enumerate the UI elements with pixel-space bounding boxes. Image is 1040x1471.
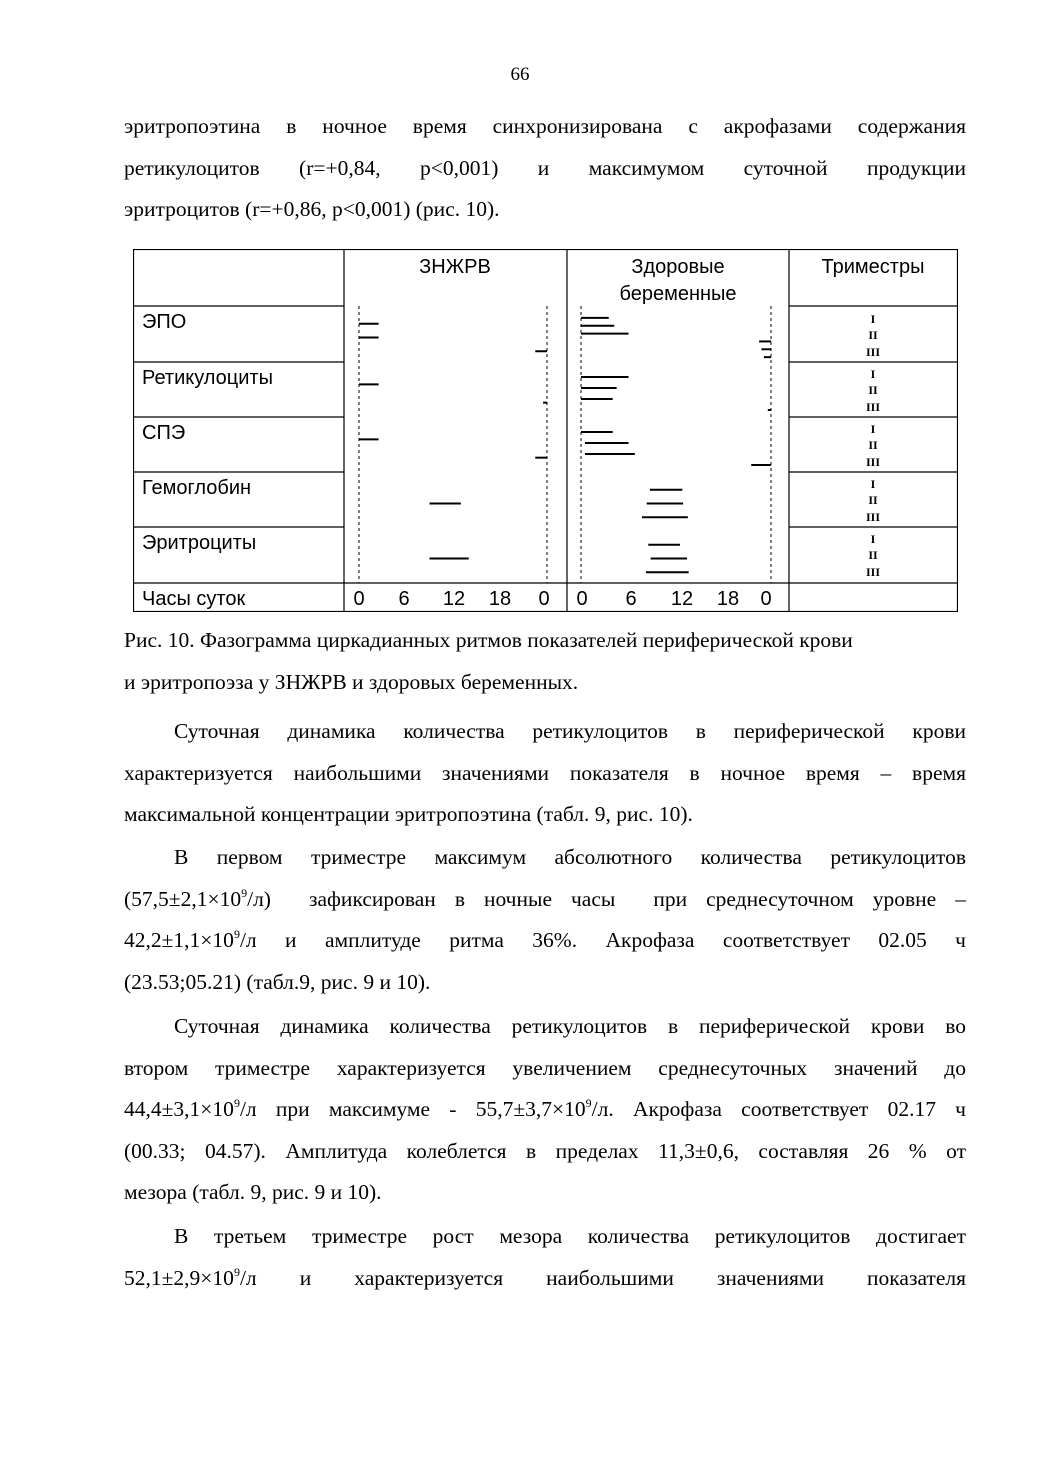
text-line: Суточная динамика количества ретикулоцитов в периферической крови во xyxy=(174,1014,966,1038)
text-line: (23.53;05.21) (табл.9, рис. 9 и 10). xyxy=(124,969,431,994)
hour-tick: 12 xyxy=(442,588,466,610)
hour-tick: 0 xyxy=(353,588,365,610)
row-label-spe: СПЭ xyxy=(142,422,186,444)
header-znzhrv: ЗНЖРВ xyxy=(419,256,491,278)
text-line: $44,4\pm 3,1\times 10^9/л$ при максимуме - $55,7\pm 3,7\times 10^9/л$. Акрофаза соответствует 02.17 ч xyxy=(124,1096,966,1121)
trimester-label: III xyxy=(865,565,881,579)
text-line: эритропоэтина в ночное время синхронизирована с акрофазами содержания xyxy=(124,114,966,138)
row-label-hemoglobin: Гемоглобин xyxy=(142,477,252,499)
phase-bars xyxy=(359,318,771,572)
trimester-label: III xyxy=(865,455,881,469)
caption-line: и эритропоэза у ЗНЖРВ и здоровых беременных. xyxy=(124,669,579,694)
paragraph-2 xyxy=(124,837,966,1003)
hour-tick: 0 xyxy=(576,588,588,610)
paragraph-4 xyxy=(124,1216,966,1299)
header-healthy-line2: беременные xyxy=(619,283,737,305)
trimester-label: I xyxy=(870,367,876,381)
page-number: 66 xyxy=(510,64,530,85)
trimester-label: II xyxy=(868,383,878,397)
hour-tick: 18 xyxy=(488,588,512,610)
text-line: эритроцитов (r=+0,86, p<0,001) (рис. 10). xyxy=(124,197,500,221)
text-line: $52,1\pm 2,9\times 10^9/л$ и характеризуется наибольшими значениями показателя xyxy=(124,1264,966,1290)
text-line: (00.33; 04.57). Амплитуда колеблется в пределах 11,3±0,6, составляя 26 % от xyxy=(124,1138,966,1163)
text-line: $42,2\pm 1,1\times 10^9/л$ и амплитуде ритма 36%. Акрофаза соответствует 02.05 ч xyxy=(124,927,966,952)
header-healthy-line1: Здоровые xyxy=(631,256,725,278)
header-trimesters: Триместры xyxy=(821,256,925,278)
text-line: втором триместре характеризуется увеличением среднесуточных значений до xyxy=(124,1055,966,1080)
hour-tick: 0 xyxy=(538,588,550,610)
text-line: В первом триместре максимум абсолютного количества ретикулоцитов xyxy=(174,845,966,869)
hour-tick: 0 xyxy=(760,588,772,610)
hour-tick: 18 xyxy=(716,588,740,610)
hour-tick: 12 xyxy=(670,588,694,610)
text-line: $(57,5\pm 2,1\times 10^9/л)$ зафиксирован в ночные часы при среднесуточном уровне – xyxy=(124,885,966,911)
row-label-reticulocytes: Ретикулоциты xyxy=(142,367,273,389)
hour-tick: 6 xyxy=(625,588,637,610)
hour-tick: 6 xyxy=(398,588,410,610)
row-label-erythrocytes: Эритроциты xyxy=(142,532,257,554)
trimester-label: I xyxy=(870,532,876,546)
trimester-label: III xyxy=(865,510,881,524)
text-line: Суточная динамика количества ретикулоцитов в периферической крови xyxy=(174,719,966,743)
text-line: ретикулоцитов (r=+0,84, p<0,001) и максимумом суточной продукции xyxy=(124,155,966,180)
paragraph-1 xyxy=(124,711,966,836)
trimester-label: II xyxy=(868,548,878,562)
text-line: мезора (табл. 9, рис. 9 и 10). xyxy=(124,1180,382,1204)
row-label-epo: ЭПО xyxy=(142,311,187,333)
trimester-label: II xyxy=(868,493,878,507)
figure-caption xyxy=(124,620,966,703)
caption-line: Рис. 10. Фазограмма циркадианных ритмов показателей периферической крови xyxy=(124,628,853,652)
trimester-label: I xyxy=(870,422,876,436)
intro-paragraph xyxy=(124,106,966,231)
phase-diagram xyxy=(133,249,958,612)
trimester-label: III xyxy=(865,400,881,414)
text-line: максимальной концентрации эритропоэтина (табл. 9, рис. 10). xyxy=(124,802,693,826)
hours-label: Часы суток xyxy=(142,588,246,610)
text-line: характеризуется наибольшими значениями показателя в ночное время – время xyxy=(124,760,966,785)
text-line: В третьем триместре рост мезора количества ретикулоцитов достигает xyxy=(174,1224,966,1248)
trimester-label: I xyxy=(870,477,876,491)
trimester-label: II xyxy=(868,328,878,342)
trimester-label: III xyxy=(865,345,881,359)
paragraph-3 xyxy=(124,1006,966,1214)
trimester-label: I xyxy=(870,312,876,326)
trimester-label: II xyxy=(868,438,878,452)
